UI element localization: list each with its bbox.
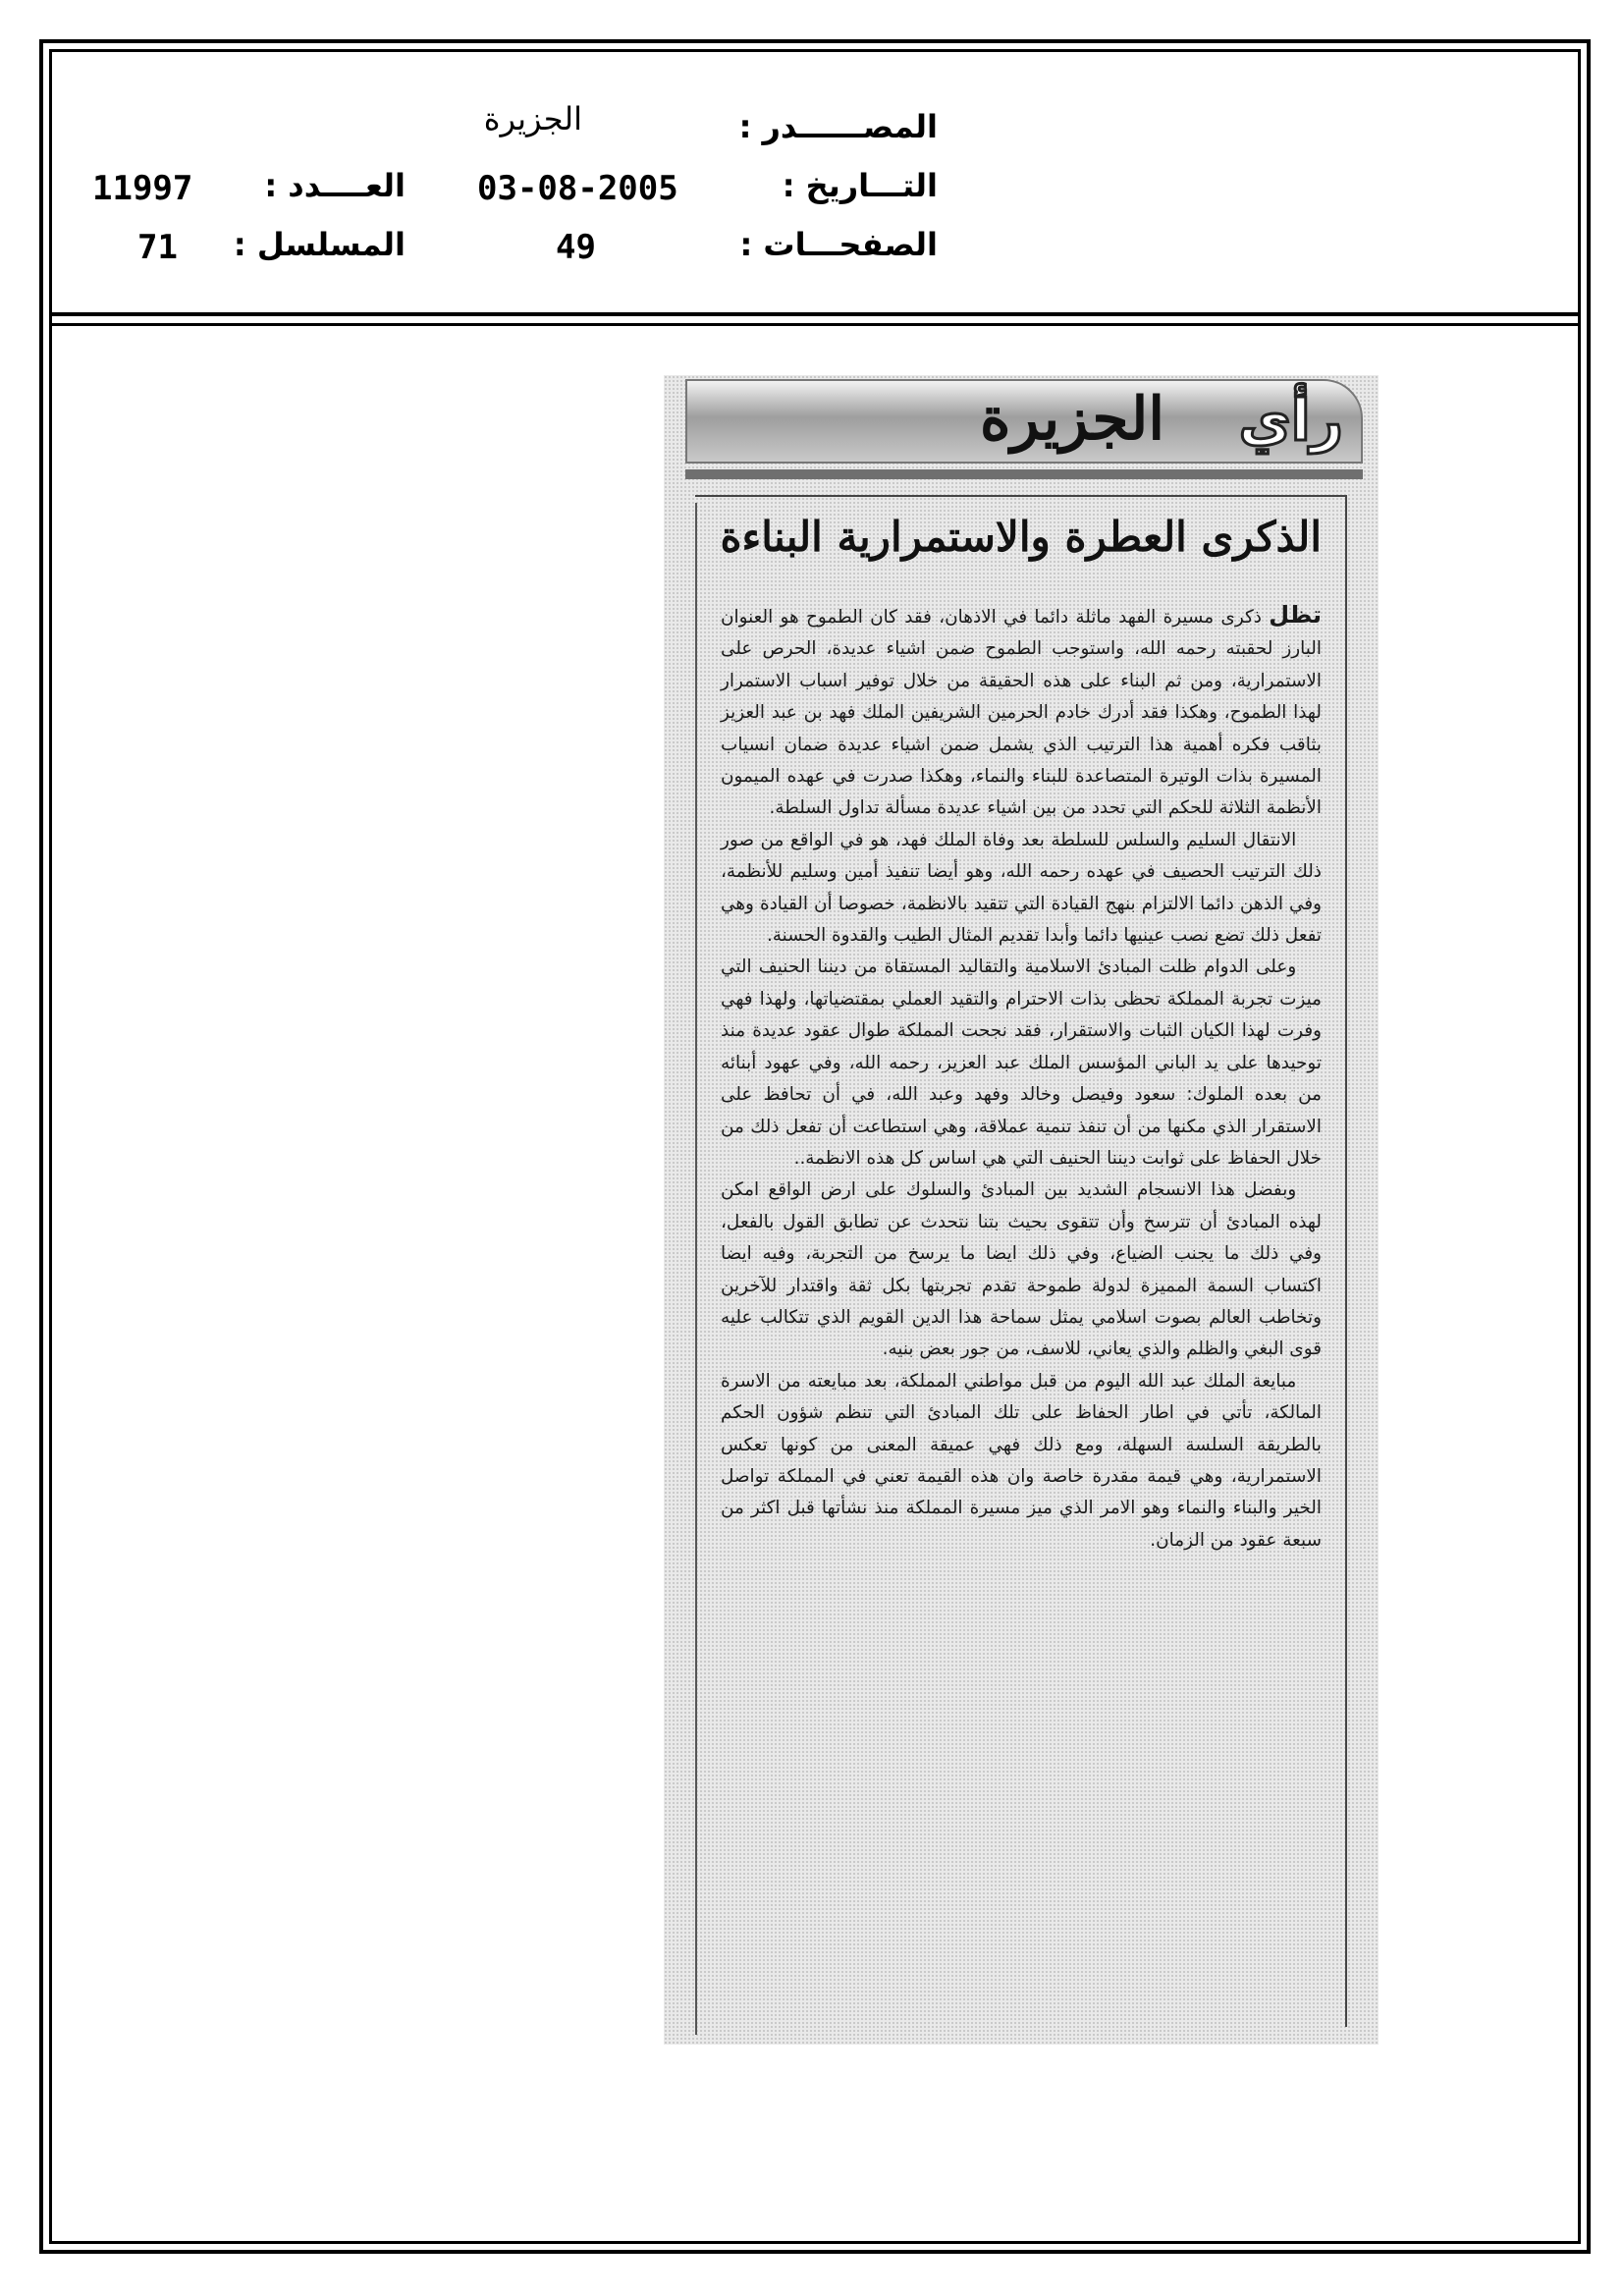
masthead-jazirah: الجزيرة [979,385,1164,454]
column-top-rule [695,495,1347,497]
article-headline: الذكرى العطرة والاستمرارية البناءة [720,513,1322,561]
article-paragraph: الانتقال السليم والسلس للسلطة بعد وفاة الملك فهد، هو في الواقع من صور ذلك الترتيب الحصيف في عهده رحمه الله، وهو أيضا تنفيذ أمين وسليم للأنظمة، وفي الذهن دائما الالتزام بنهج القيادة التي تتقيد بالانظمة، خصوصا أن القيادة وهي تفعل ذلك تضع نصب عينيها دائما وأبدا تقديم المثال الطيب والقدوة الحسنة. [721,829,1322,947]
masthead-underline [685,469,1363,479]
article-paragraph: وبفضل هذا الانسجام الشديد بين المبادئ والسلوك على ارض الواقع امكن لهذه المبادئ أن تترسخ وأن تتقوى بحيث بتنا نتحدث عن تطابق القول بالفعل، وفي ذلك ما يجنب الضياع، وفي ذلك ايضا ما يرسخ من التجربة، وفيه ايضا اكتساب السمة المميزة لدولة طموحة تقدم تجربتها بكل ثقة واقتدار للآخرين وتخاطب العالم بصوت اسلامي يمثل سماحة هذا الدين القويم الذي تتكالب عليه قوى البغي والظلم والذي يعاني، للاسف، من جور بعض بنيه. [721,1179,1322,1360]
pages-value: 49 [556,228,596,267]
serial-value: 71 [137,228,178,267]
issue-value: 11997 [92,169,193,208]
date-label: التـــاريخ : [782,167,938,204]
lead-word: تظل [1269,601,1322,629]
source-label: المصــــــدر : [738,108,938,145]
article-body [721,599,1322,1557]
header-divider [49,312,1581,326]
article-paragraph: وعلى الدوام ظلت المبادئ الاسلامية والتقاليد المستقاة من ديننا الحنيف التي ميزت تجربة المملكة تحظى بذات الاحترام والتقيد العملي بمقتضياتها، ولهذا فهي وفرت لهذا الكيان الثبات والاستقرار، فقد نجحت المملكة طوال عقود عديدة منذ توحيدها على يد الباني المؤسس الملك عبد العزيز، رحمه الله، وفي عهود أبنائه من بعده الملوك: سعود وفيصل وخالد وفهد وعبد الله، في أن تحافظ على الاستقرار الذي مكنها من أن تنفذ تنمية عملاقة، وهي استطاعت أن تفعل ذلك من خلال الحفاظ على ثوابت ديننا الحنيف التي هي اساس كل هذه الانظمة.. [721,957,1322,1169]
newspaper-clipping [664,375,1379,2045]
masthead-ra2y: رأي [1238,387,1343,454]
serial-label: المسلسل : [233,226,406,263]
column-left-rule [695,503,697,2035]
article-paragraph: تظل ذكرى مسيرة الفهد ماثلة دائما في الاذهان، فقد كان الطموح هو العنوان البارز لحقبته رحمه الله، واستوجب الطموح ضمن اشياء عديدة، الحرص على الاستمرارية، ومن ثم البناء على هذه الحقيقة من خلال توفير اسباب الاستمرار لهذا الطموح، وهكذا فقد أدرك خادم الحرمين الشريفين الملك فهد بن عبد العزيز بثاقب فكره أهمية هذا الترتيب الذي يشمل ضمن اشياء عديدة ضمان انسياب المسيرة بذات الوتيرة المتصاعدة للبناء والنماء، وهكذا صدرت في عهده الميمون الأنظمة الثلاثة للحكم التي تحدد من بين اشياء عديدة مسألة تداول السلطة. [721,601,1322,819]
pages-label: الصفحـــات : [739,226,938,263]
masthead-banner [685,379,1363,464]
column-right-rule [1345,495,1347,2027]
date-value: 03-08-2005 [477,169,678,208]
source-value: الجزيرة [483,100,582,137]
article-paragraph: مبايعة الملك عبد الله اليوم من قبل مواطني المملكة، بعد مبايعته من الاسرة المالكة، تأتي في اطار الحفاظ على تلك المبادئ التي تنظم شؤون الحكم بالطريقة السلسة السهلة، ومع ذلك فهي عميقة المعنى من كونها تعكس الاستمرارية، وهي قيمة مقدرة خاصة وان هذه القيمة تعني في المملكة تواصل الخير والبناء والنماء وهو الامر الذي ميز مسيرة المملكة منذ نشأتها قبل اكثر من سبعة عقود من الزمان. [721,1370,1322,1551]
issue-label: العــــدد : [264,167,406,204]
